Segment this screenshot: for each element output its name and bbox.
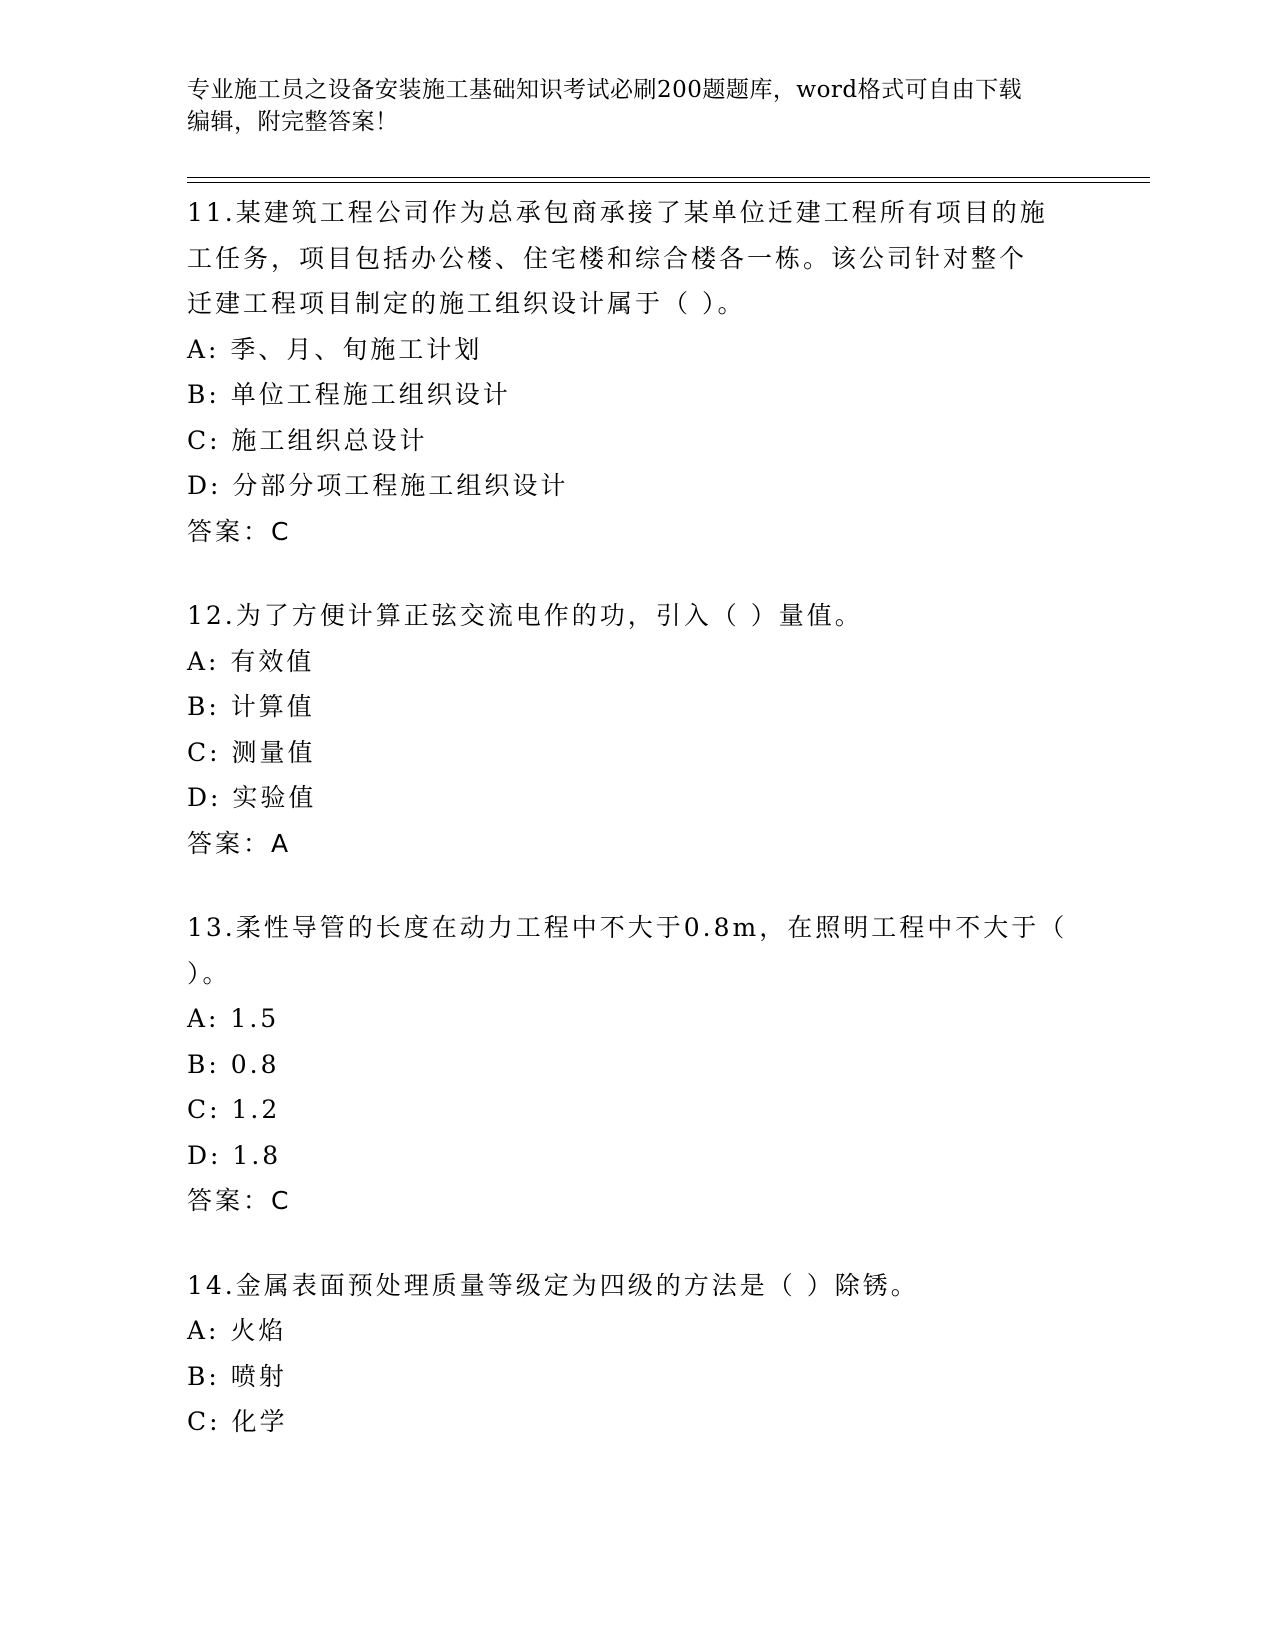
option-a: A: 1.5 <box>187 1004 280 1033</box>
option-a: A: 季、月、旬施工计划 <box>187 334 483 364</box>
option-c: C: 化学 <box>187 1407 288 1436</box>
option-c: C: 测量值 <box>187 737 316 767</box>
answer: 答案：C <box>187 516 292 546</box>
question-14 <box>187 1263 1092 1445</box>
header-divider-top <box>187 177 1150 178</box>
option-c: C: 1.2 <box>187 1095 281 1124</box>
question-text: ）。 <box>187 958 231 988</box>
option-d: D: 分部分项工程施工组织设计 <box>187 471 569 500</box>
question-text: 12.为了方便计算正弦交流电作的功，引入（ ）量值。 <box>187 601 863 630</box>
question-text: 14.金属表面预处理质量等级定为四级的方法是（ ）除锈。 <box>187 1270 919 1300</box>
question-text: 11.某建筑工程公司作为总承包商承接了某单位迁建工程所有项目的施 <box>187 198 1048 227</box>
option-b: B: 喷射 <box>187 1361 287 1391</box>
answer: 答案：C <box>187 1186 292 1215</box>
document-header <box>187 74 1087 138</box>
header-line-1: 专业施工员之设备安装施工基础知识考试必刷200题题库，word格式可自由下载 <box>187 77 1023 103</box>
option-d: D: 实验值 <box>187 783 317 812</box>
question-12 <box>187 593 1092 866</box>
question-11 <box>187 190 1092 554</box>
question-list <box>187 190 1092 1445</box>
option-b: B: 计算值 <box>187 692 315 721</box>
option-a: A: 火焰 <box>187 1316 287 1345</box>
option-c: C: 施工组织总设计 <box>187 425 428 455</box>
option-b: B: 0.8 <box>187 1049 280 1079</box>
header-line-2: 编辑，附完整答案！ <box>187 109 399 135</box>
option-a: A: 有效值 <box>187 646 315 676</box>
question-text: 13.柔性导管的长度在动力工程中不大于0.8m，在照明工程中不大于（ <box>187 913 1068 942</box>
question-text: 迁建工程项目制定的施工组织设计属于（ ）。 <box>187 289 746 318</box>
answer: 答案：A <box>187 828 292 858</box>
question-text: 工任务，项目包括办公楼、住宅楼和综合楼各一栋。该公司针对整个 <box>187 243 1028 273</box>
question-13 <box>187 905 1092 1224</box>
header-divider-bottom <box>187 182 1150 183</box>
option-d: D: 1.8 <box>187 1140 282 1170</box>
option-b: B: 单位工程施工组织设计 <box>187 380 511 409</box>
